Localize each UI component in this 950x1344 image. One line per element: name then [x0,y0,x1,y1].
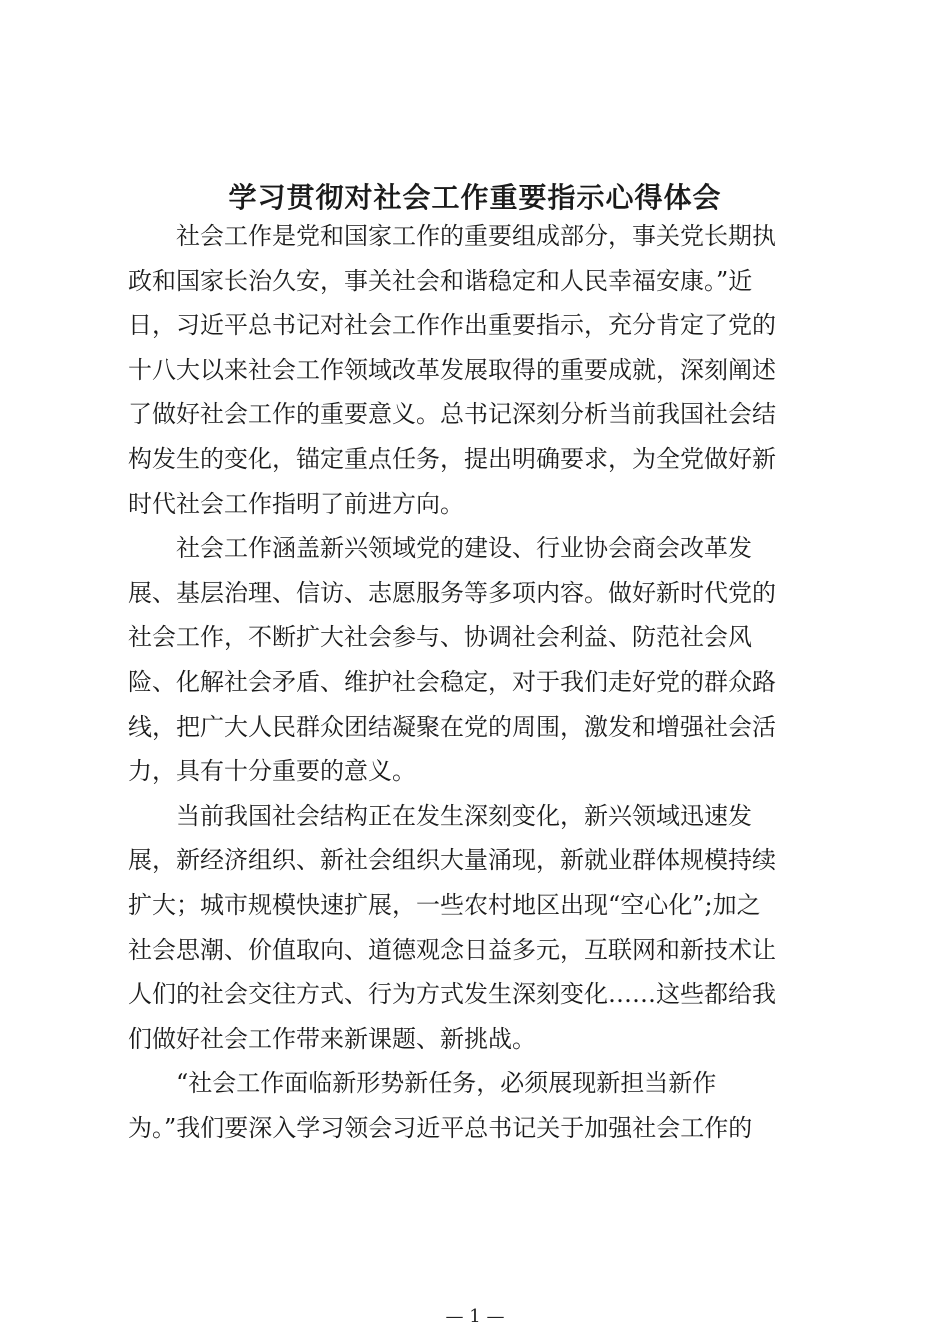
text-line: 构发生的变化，锚定重点任务，提出明确要求，为全党做好新 [128,444,776,473]
text-line: 力，具有十分重要的意义。 [128,757,416,786]
text-line: 扩大；城市规模快速扩展，一些农村地区出现“空心化”;加之 [128,890,761,919]
text-line: 时代社会工作指明了前进方向。 [128,489,464,518]
text-line: 当前我国社会结构正在发生深刻变化，新兴领域迅速发 [176,801,752,830]
text-line: 社会工作是党和国家工作的重要组成部分，事关党长期执 [176,222,776,250]
text-line: 展，新经济组织、新社会组织大量涌现，新就业群体规模持续 [128,846,776,875]
text-line: 政和国家长治久安，事关社会和谐稳定和人民幸福安康。”近 [128,266,753,295]
paragraph-3 [128,794,822,1062]
text-line: 险、化解社会矛盾、维护社会稳定，对于我们走好党的群众路 [128,667,776,696]
text-line: 为。”我们要深入学习领会习近平总书记关于加强社会工作的 [128,1113,753,1142]
text-line: 社会工作涵盖新兴领域党的建设、行业协会商会改革发 [176,534,752,563]
text-line: 十八大以来社会工作领域改革发展取得的重要成就，深刻阐述 [128,355,776,384]
text-line: “社会工作面临新形势新任务，必须展现新担当新作 [176,1069,717,1098]
text-line: 日，习近平总书记对社会工作作出重要指示，充分肯定了党的 [128,311,776,340]
text-line: 社会工作，不断扩大社会参与、协调社会利益、防范社会风 [128,623,752,652]
text-line: 社会思潮、价值取向、道德观念日益多元，互联网和新技术让 [128,935,776,964]
page-number: — 1 — [445,1306,505,1327]
text-line: 展、基层治理、信访、志愿服务等多项内容。做好新时代党的 [128,578,776,607]
paragraph-1 [128,214,822,526]
text-line: 们做好社会工作带来新课题、新挑战。 [128,1024,536,1053]
paragraph-2 [128,526,822,794]
text-line: 了做好社会工作的重要意义。总书记深刻分析当前我国社会结 [128,400,776,429]
document-body [128,214,822,1150]
document-title: 学习贯彻对社会工作重要指示心得体会 [228,181,722,214]
text-line: 人们的社会交往方式、行为方式发生深刻变化……这些都给我 [128,980,776,1009]
paragraph-4 [128,1061,822,1150]
text-line: 线，把广大人民群众团结凝聚在党的周围，激发和增强社会活 [128,712,776,741]
